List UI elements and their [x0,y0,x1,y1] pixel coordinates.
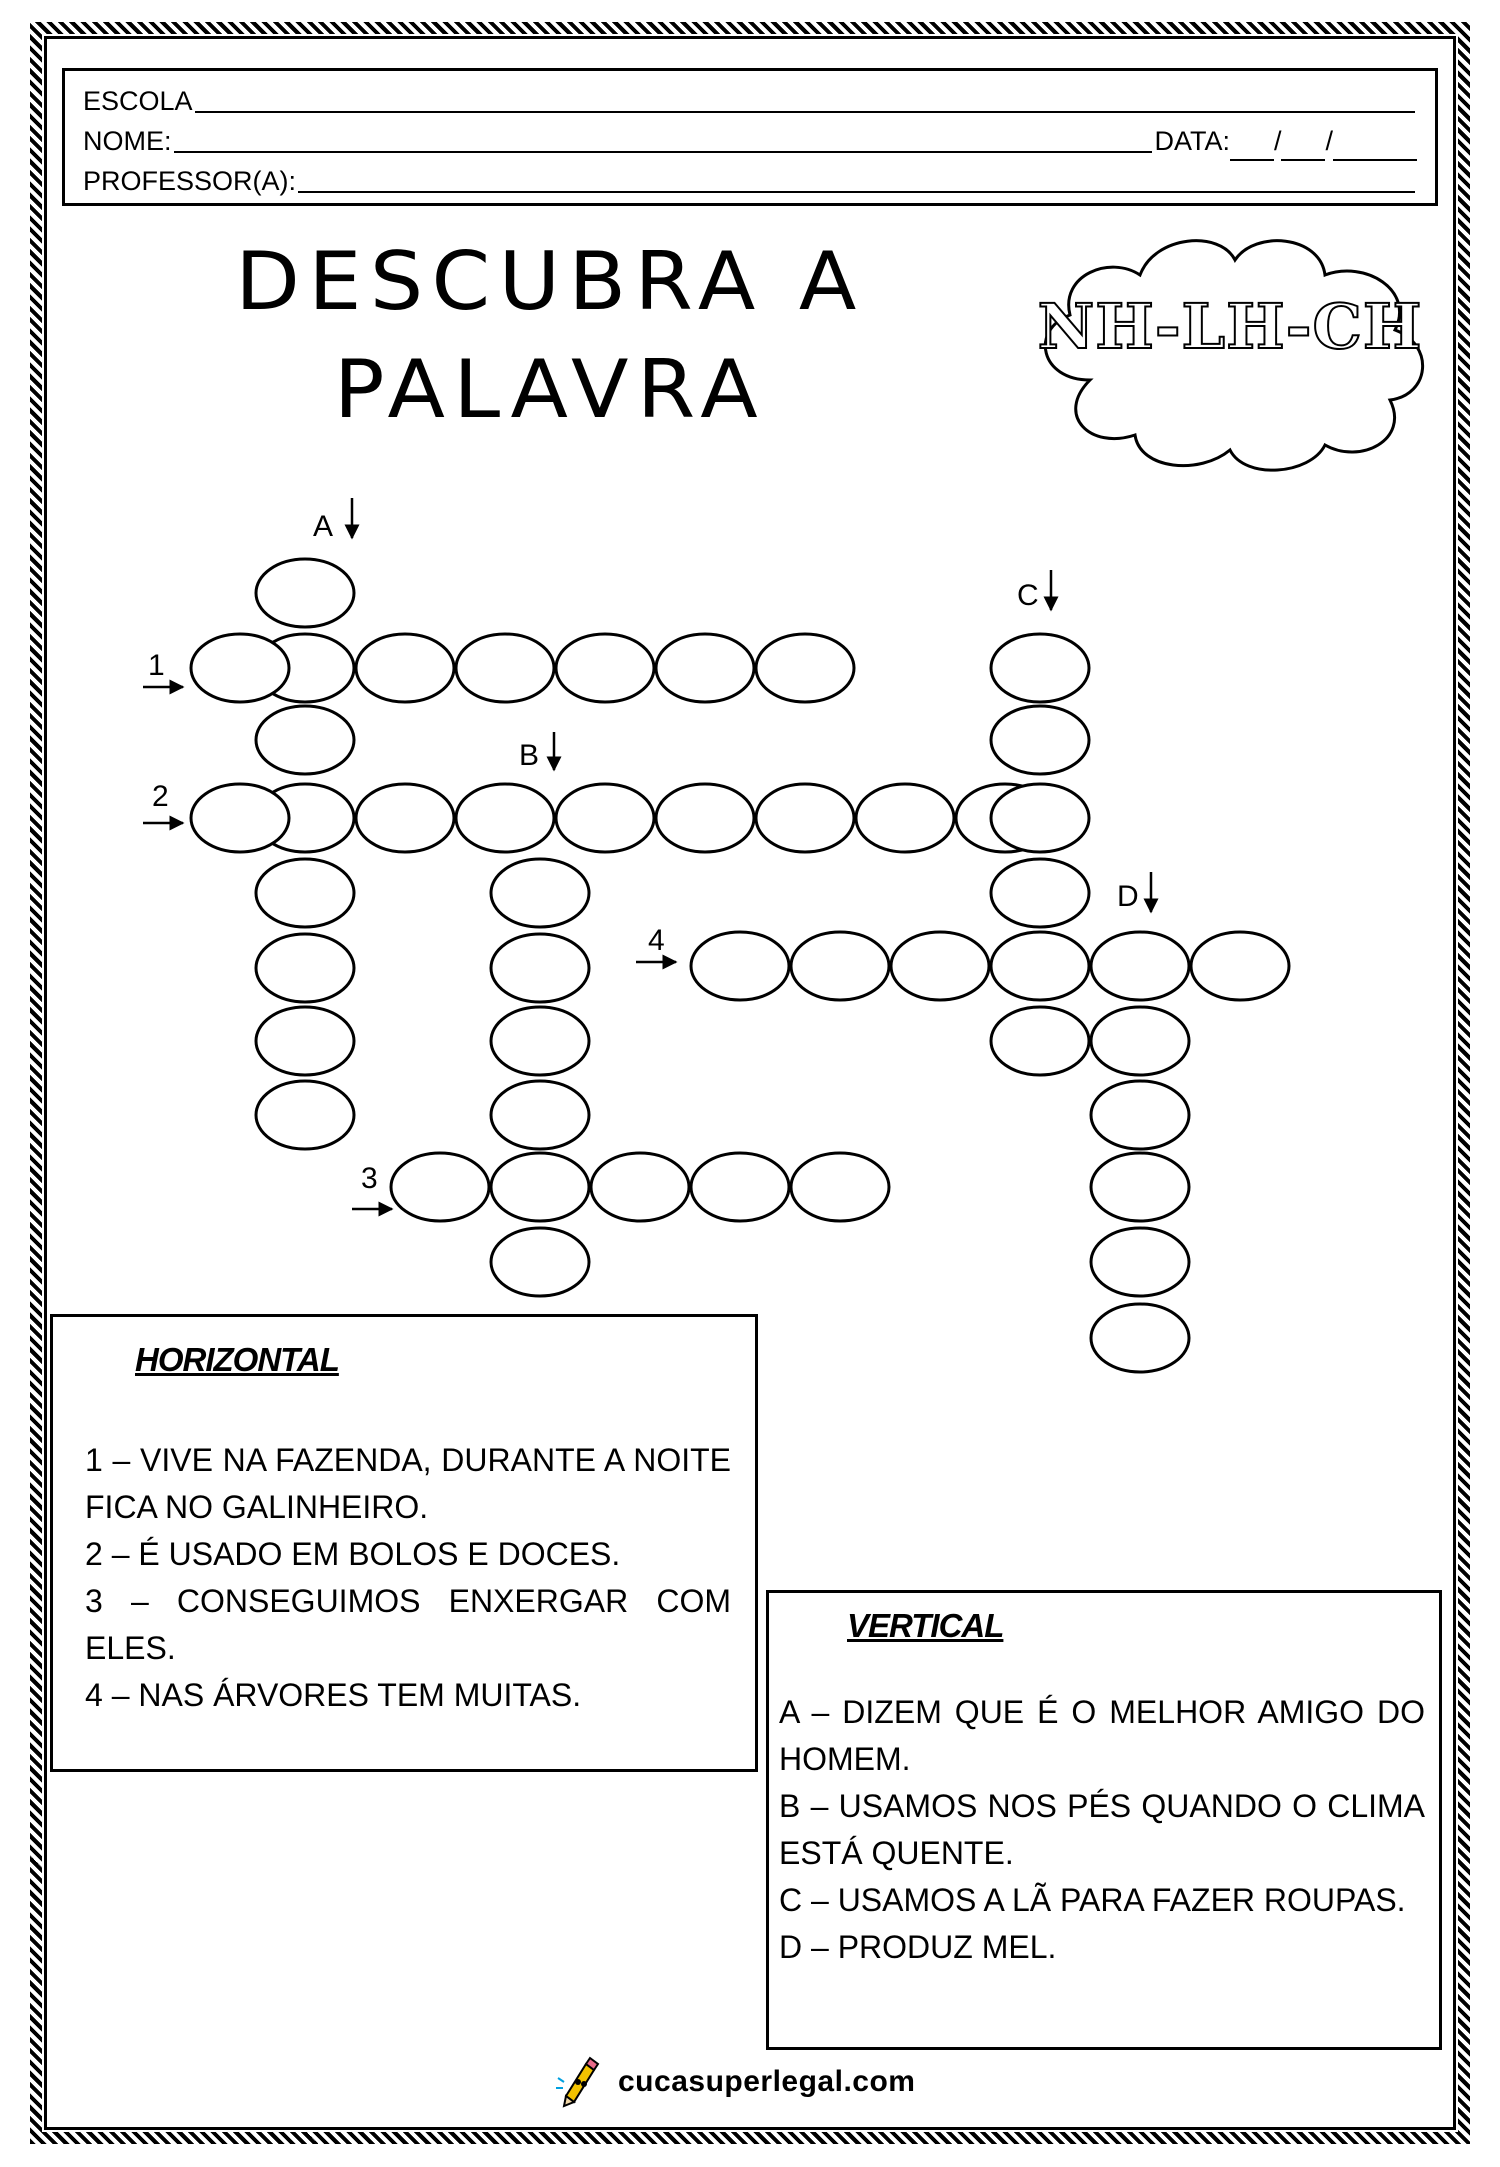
cloud-label: NH-LH-CH [1037,290,1423,363]
vertical-clue-list [779,1689,1425,1971]
crossword-cell[interactable] [456,784,554,852]
crossword-cell[interactable] [256,1007,354,1075]
across-number-1: 1 [148,649,165,682]
crossword-cell[interactable] [1091,1304,1189,1372]
crossword-cell[interactable] [256,1081,354,1149]
across-number-3: 3 [361,1162,378,1195]
crossword-cell[interactable] [256,559,354,627]
crossword-cell[interactable] [756,634,854,702]
title-line-2: PALAVRA [333,343,767,436]
vertical-clue-d: D – PRODUZ MEL. [779,1929,1057,1965]
crossword-cell[interactable] [991,1007,1089,1075]
crossword-cell[interactable] [1091,1228,1189,1296]
crossword-cell[interactable] [491,934,589,1002]
crossword-cell[interactable] [891,932,989,1000]
horizontal-clue-2: 2 – É USADO EM BOLOS E DOCES. [85,1536,621,1572]
crossword-cell[interactable] [1091,1153,1189,1221]
crossword-cell[interactable] [356,634,454,702]
crossword-cell[interactable] [556,634,654,702]
crossword-cell[interactable] [191,784,289,852]
horizontal-heading: HORIZONTAL [135,1341,339,1378]
vertical-clue-b: B – USAMOS NOS PÉS QUANDO O CLIMA ESTÁ QUENTE. [779,1788,1425,1871]
crossword-cell[interactable] [691,1153,789,1221]
school-label: ESCOLA [83,86,193,116]
date-separator: / [1273,126,1282,156]
footer [552,2056,915,2108]
crossword-cell[interactable] [591,1153,689,1221]
crossword-cell[interactable] [991,932,1089,1000]
crossword-cell[interactable] [491,1007,589,1075]
teacher-label: PROFESSOR(A): [83,166,297,196]
horizontal-clue-1: 1 – VIVE NA FAZENDA, DURANTE A NOITE FICA NO GALINHEIRO. [85,1442,731,1525]
crossword-cell[interactable] [456,634,554,702]
vertical-clue-a: A – DIZEM QUE É O MELHOR AMIGO DO HOMEM. [779,1694,1425,1777]
crossword-cell[interactable] [256,706,354,774]
down-letter-a: A [313,510,334,543]
horizontal-clues-box [50,1314,758,1772]
crossword-cell[interactable] [1091,1007,1189,1075]
across-number-4: 4 [648,924,665,957]
down-letter-d: D [1117,880,1139,913]
crossword-cell[interactable] [991,706,1089,774]
vertical-clue-c: C – USAMOS A LÃ PARA FAZER ROUPAS. [779,1882,1406,1918]
crossword-cell[interactable] [991,859,1089,927]
crossword-cell[interactable] [491,859,589,927]
crossword-cell[interactable] [856,784,954,852]
down-letter-b: B [519,739,540,772]
horizontal-clue-list [85,1437,731,1719]
vertical-clues-box [766,1590,1442,2050]
crossword-cell[interactable] [756,784,854,852]
horizontal-clue-4: 4 – NAS ÁRVORES TEM MUITAS. [85,1677,582,1713]
crossword-cell[interactable] [991,784,1089,852]
crossword-cell[interactable] [1191,932,1289,1000]
crossword-cell[interactable] [256,934,354,1002]
pencil-mascot-icon [552,2056,604,2108]
crossword-cell[interactable] [556,784,654,852]
crossword-cell[interactable] [256,859,354,927]
vertical-heading: VERTICAL [847,1607,1004,1644]
horizontal-clue-3: 3 – CONSEGUIMOS ENXERGAR COM ELES. [85,1583,731,1666]
crossword-cell[interactable] [656,634,754,702]
crossword-cell[interactable] [691,932,789,1000]
crossword-cell[interactable] [656,784,754,852]
crossword-cell[interactable] [391,1153,489,1221]
date-separator: / [1325,126,1333,156]
name-label: NOME: [83,126,172,156]
crossword-cell[interactable] [491,1081,589,1149]
title-line-1: DESCUBRA A [235,235,865,328]
crossword-cell[interactable] [491,1153,589,1221]
across-number-2: 2 [152,780,169,813]
crossword-cells [191,559,1289,1372]
down-letter-c: C [1017,579,1039,612]
crossword-cell[interactable] [791,1153,889,1221]
crossword-cell[interactable] [491,1228,589,1296]
crossword-cell[interactable] [991,634,1089,702]
crossword-cell[interactable] [1091,932,1189,1000]
date-label: DATA: [1154,126,1230,156]
crossword-cell[interactable] [791,932,889,1000]
crossword-cell[interactable] [191,634,289,702]
crossword-cell[interactable] [356,784,454,852]
footer-site: cucasuperlegal.com [618,2065,916,2098]
crossword-cell[interactable] [1091,1081,1189,1149]
